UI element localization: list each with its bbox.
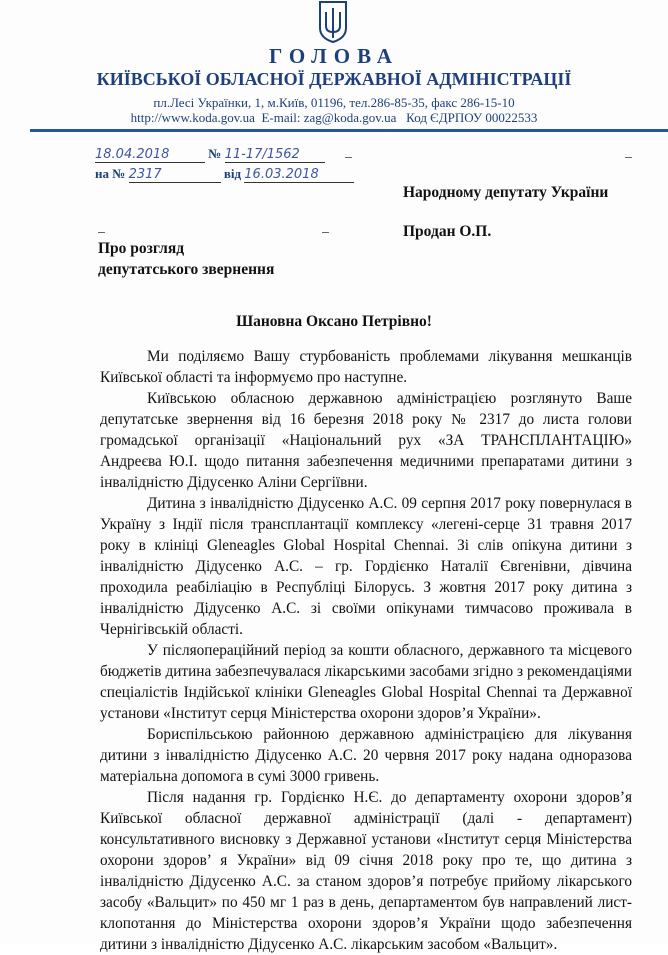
addressee-name: Продан О.П. bbox=[403, 223, 492, 240]
website-link[interactable]: http://www.koda.gov.ua bbox=[130, 110, 255, 125]
body-paragraph: Після надання гр. Гордієнко Н.Є. до департаменту охорони здоров’я Київської обласної державної адміністрації (далі - департамент) консультативного висновку з Державної установи «Інститут серця Міністерства охорони здоров’ я України» від 09 січня 2018 року про те, що дитина з інвалідністю Дідусенко А.С. за станом здоров’я потребує прийому лікарського засобу «Вальцит» по 450 мг 1 раз в день, департаментом був направлений лист-клопотання до Міністерства охорони здоров’я України щодо забезпечення дитини з інвалідністю Дідусенко А.С. лікарським засобом «Вальцит». bbox=[100, 789, 632, 953]
corner-mark bbox=[322, 232, 329, 240]
addressee-title: Народному депутату України bbox=[403, 184, 609, 201]
number-label: № bbox=[208, 146, 222, 161]
ref-number: 2317 bbox=[129, 167, 221, 183]
header-contacts bbox=[0, 95, 668, 125]
email-link[interactable]: zag@koda.gov.ua bbox=[303, 110, 397, 125]
registration-line bbox=[95, 146, 325, 163]
ref-label: на № bbox=[95, 166, 126, 181]
ref-date-label: від bbox=[223, 166, 242, 181]
email-label: E-mail: bbox=[261, 110, 301, 125]
corner-mark bbox=[345, 157, 352, 165]
header-subtitle: КИЇВСЬКОЇ ОБЛАСНОЇ ДЕРЖАВНОЇ АДМІНІСТРАЦІЇ bbox=[96, 69, 572, 89]
registration-date: 18.04.2018 bbox=[95, 147, 205, 163]
body-paragraph: Київською обласною державною адміністрацією розглянуто Ваше депутатське звернення від 16 березня 2018 року № 2317 до листа голови громадської організації «Національний рух «ЗА ТРАНСПЛАНТАЦІЮ» Андреєва Ю.І. щодо питання забезпечення медичними препаратами дитини з інвалідністю Дідусенко Аліни Сергіївни. bbox=[100, 390, 632, 491]
subject-line: Про розгляд bbox=[98, 240, 185, 257]
body-paragraph: Ми поділяємо Вашу стурбованість проблемами лікування мешканців Київської області та інформуємо про наступне. bbox=[100, 348, 632, 386]
header-address: пл.Лесі Українки, 1, м.Київ, 01196, тел.286-85-35, факс 286-15-10 bbox=[153, 95, 515, 110]
header-title: ГОЛОВА bbox=[269, 44, 399, 68]
edrpou: Код ЄДРПОУ 00022533 bbox=[406, 110, 538, 125]
body-paragraph: Дитина з інвалідністю Дідусенко А.С. 09 серпня 2017 року повернулася в Україну з Індії після трансплантації комплексу «легені-серце 31 травня 2017 року в клініці Gleneagles Global Hospital Chennai. Зі слів опікуна дитини з інвалідністю Дідусенко А.С. – гр. Гордієнко Наталії Євгенівни, дівчина проходила реабіліацію в Республіці Білорусь. З жовтня 2017 року дитина з інвалідністю Дідусенко А.С. зі своїми опікунами тимчасово проживала в Чернігівській області. bbox=[100, 495, 632, 638]
reference-line bbox=[95, 166, 354, 183]
corner-mark bbox=[625, 157, 632, 165]
coat-of-arms-icon bbox=[318, 0, 348, 44]
header-divider bbox=[30, 129, 668, 132]
body-paragraph: Бориспільською районною державною адміністрацією для лікування дитини з інвалідністю Дідусенко А.С. 20 червня 2017 року надана одноразова матеріальна допомога в сумі 3000 гривень. bbox=[100, 726, 632, 785]
subject-line: депутатського звернення bbox=[98, 261, 275, 278]
letter-body bbox=[100, 346, 632, 955]
registration-number: 11-17/1562 bbox=[225, 147, 325, 163]
subject bbox=[98, 238, 274, 280]
greeting: Шановна Оксано Петрівно! bbox=[236, 313, 432, 330]
ref-date: 16.03.2018 bbox=[244, 167, 354, 183]
body-paragraph: У післяопераційний період за кошти обласного, державного та місцевого бюджетів дитина забезпечувалася лікарськими засобами згідно з рекомендаціями спеціалістів Індійської клініки Gleneagles Global Hospital Chennai та Державної установи «Інститут серця Міністерства охорони здоров’я України». bbox=[100, 642, 632, 722]
